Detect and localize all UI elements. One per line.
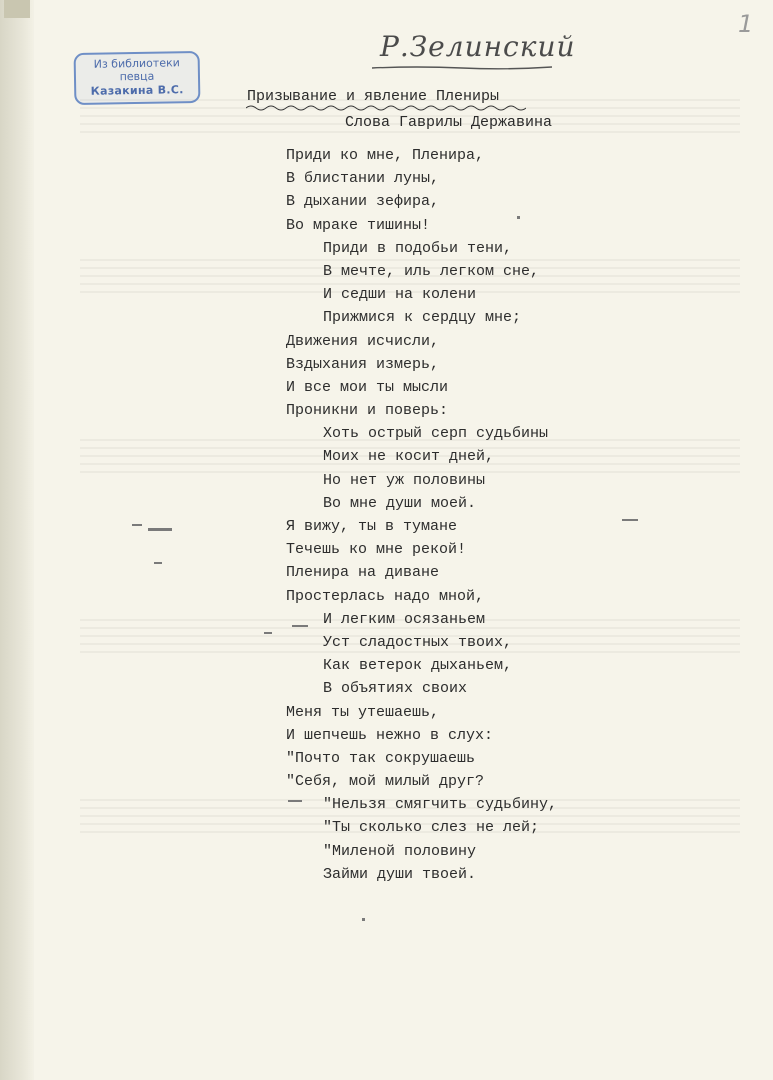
ink-speck: [292, 625, 308, 627]
poem-line: Займи души твоей.: [323, 865, 477, 883]
poem-line: Моих не косит дней,: [323, 448, 495, 466]
poem-line: В объятиях своих: [323, 680, 468, 698]
page-number: 1: [738, 10, 754, 38]
poem-line: Во мраке тишины!: [286, 216, 431, 234]
ink-speck: [132, 524, 142, 526]
poem-line: Простерлась надо мной,: [286, 587, 485, 605]
composer-name: Р.Зелинский: [380, 30, 576, 63]
poem-line: Течешь ко мне рекой!: [286, 541, 467, 559]
poem-line: В мечте, иль легком сне,: [323, 262, 540, 280]
ink-speck: [362, 918, 365, 921]
poem-line: Движения исчисли,: [286, 332, 440, 350]
poem-line: В блистании луны,: [286, 170, 440, 188]
poem-line: Прижмися к сердцу мне;: [323, 309, 522, 327]
poem-line: Проникни и поверь:: [286, 402, 449, 420]
ink-speck: [517, 216, 520, 219]
poem-line: Вздыхания измерь,: [286, 355, 440, 373]
library-stamp: [74, 51, 201, 105]
poem-line: Хоть острый серп судьбины: [323, 425, 549, 443]
song-title: Призывание и явление Плениры: [247, 88, 500, 105]
ink-speck: [154, 562, 162, 564]
poem-line: Я вижу, ты в тумане: [286, 518, 458, 535]
poem-line: "Себя, мой милый друг?: [286, 773, 485, 791]
title-underline: [246, 104, 526, 112]
poem-line: И легким осязаньем: [323, 610, 486, 628]
page-margin-shadow: [0, 0, 34, 1080]
poem-line: Как ветерок дыханьем,: [323, 657, 513, 675]
ink-speck: [622, 519, 638, 521]
poem-line: "Нельзя смягчить судьбину,: [323, 796, 558, 814]
stamp-line-1: Из библиотеки: [93, 56, 180, 71]
poem-line: "Ты сколько слез не лей;: [323, 819, 540, 837]
composer-underline: [372, 66, 552, 70]
poem-line: "Почто так сокрушаешь: [286, 749, 476, 767]
poem-text: [286, 144, 557, 886]
poem-line: Уст сладостных твоих,: [323, 633, 513, 651]
stamp-line-2: певца: [119, 69, 155, 84]
poem-line: Приди ко мне, Пленира,: [286, 147, 485, 164]
poem-line: И седши на колени: [323, 286, 477, 304]
poem-line: Во мне души моей.: [323, 494, 477, 512]
ink-speck: [264, 632, 272, 634]
poem-line: "Миленой половину: [323, 842, 477, 860]
poem-line: Меня ты утешаешь,: [286, 703, 440, 721]
poem-line: И шепчешь нежно в слух:: [286, 726, 494, 744]
lyrics-author: Слова Гаврилы Державина: [345, 114, 553, 131]
poem-line: И все мои ты мысли: [286, 378, 449, 396]
corner-mark: [4, 0, 30, 18]
poem-line: Пленира на диване: [286, 564, 440, 582]
ink-speck: [288, 800, 302, 802]
poem-line: В дыхании зефира,: [286, 193, 440, 211]
poem-line: Но нет уж половины: [323, 471, 486, 489]
poem-line: Приди в подобьи тени,: [323, 239, 513, 257]
ink-speck: [148, 528, 172, 531]
stamp-owner: Казакина В.С.: [90, 83, 184, 98]
